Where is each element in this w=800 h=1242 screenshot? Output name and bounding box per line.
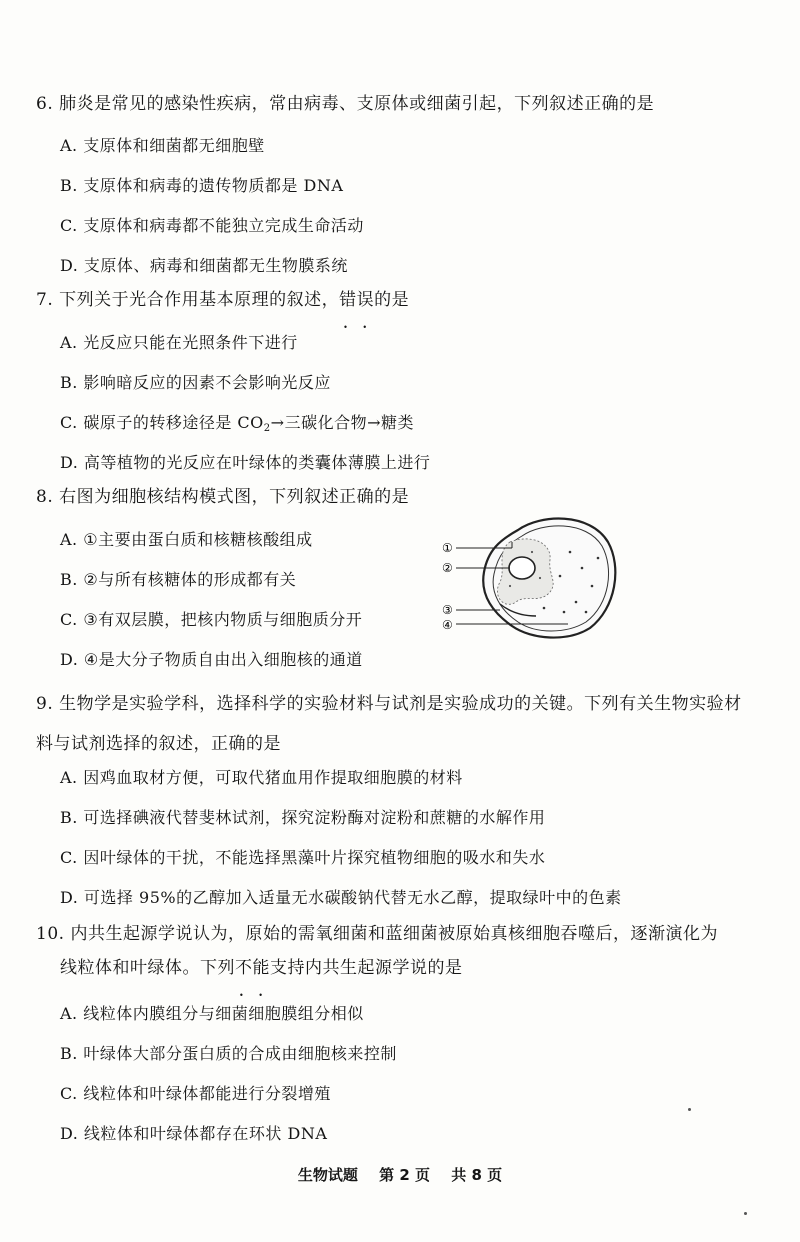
question-10-option-b: B. 叶绿体大部分蛋白质的合成由细胞核来控制 [60, 1044, 397, 1063]
question-7-option-b: B. 影响暗反应的因素不会影响光反应 [60, 373, 331, 392]
question-6-option-b: B. 支原体和病毒的遗传物质都是 DNA [60, 176, 344, 195]
question-7-stem-text: 7. 下列关于光合作用基本原理的叙述， [36, 290, 340, 310]
question-8-stem: 8. 右图为细胞核结构模式图，下列叙述正确的是 [36, 487, 410, 507]
nucleus-diagram-svg [440, 512, 620, 642]
question-8-option-c: C. ③有双层膜，把核内物质与细胞质分开 [60, 610, 363, 629]
figure-label-2: ② [442, 561, 453, 575]
question-6-option-d: D. 支原体、病毒和细菌都无生物膜系统 [60, 256, 348, 275]
figure-label-3: ③ [442, 603, 453, 617]
question-8-option-d: D. ④是大分子物质自由出入细胞核的通道 [60, 650, 363, 669]
question-7-option-c-text: C. 碳原子的转移途径是 CO [60, 413, 264, 432]
question-9-stem: 9. 生物学是实验学科，选择科学的实验材料与试剂是实验成功的关键。下列有关生物实验材料与试剂选择的叙述，正确的是 [36, 694, 742, 754]
question-10-stem-text: 线粒体和叶绿体。下列 [60, 958, 235, 978]
nucleus-structure-diagram [440, 512, 620, 642]
question-9-option-c: C. 因叶绿体的干扰，不能选择黑藻叶片探究植物细胞的吸水和失水 [60, 848, 546, 867]
figure-label-1: ① [442, 541, 453, 555]
footer-page-number: 第 2 页 [379, 1166, 430, 1184]
question-7-option-c [60, 413, 414, 439]
co2-subscript: 2 [263, 423, 271, 434]
question-10-emphasis: 不能 • • [235, 948, 270, 988]
scan-speck [744, 1212, 747, 1215]
question-7-option-a: A. 光反应只能在光照条件下进行 [60, 333, 298, 352]
question-10-option-c: C. 线粒体和叶绿体都能进行分裂增殖 [60, 1084, 331, 1103]
question-10-stem-tail: 支持内共生起源学说的是 [270, 958, 463, 978]
question-7-stem [36, 280, 756, 320]
question-8-option-b: B. ②与所有核糖体的形成都有关 [60, 570, 297, 589]
question-9-option-a: A. 因鸡血取材方便，可取代猪血用作提取细胞膜的材料 [60, 768, 463, 787]
footer-subject: 生物试题 [297, 1166, 358, 1184]
footer-total-pages: 共 8 页 [451, 1166, 503, 1184]
question-10-stem-line2 [60, 948, 780, 988]
question-10-option-a: A. 线粒体内膜组分与细菌细胞膜组分相似 [60, 1004, 364, 1023]
page-footer [0, 1164, 800, 1185]
question-9-option-d: D. 可选择 95%的乙醇加入适量无水碳酸钠代替无水乙醇，提取绿叶中的色素 [60, 888, 622, 907]
question-6-stem: 6. 肺炎是常见的感染性疾病，常由病毒、支原体或细菌引起，下列叙述正确的是 [36, 94, 655, 114]
scan-speck [688, 1108, 691, 1111]
nucleolus [509, 557, 535, 579]
question-7-option-c-tail: →三碳化合物→糖类 [270, 413, 414, 432]
question-8-option-a: A. ①主要由蛋白质和核糖核酸组成 [60, 530, 313, 549]
question-7-emphasis: 错误 • • [339, 280, 374, 320]
question-7-stem-tail: 的是 [374, 290, 410, 310]
question-9-option-b: B. 可选择碘液代替斐林试剂，探究淀粉酶对淀粉和蔗糖的水解作用 [60, 808, 546, 827]
question-6-option-c: C. 支原体和病毒都不能独立完成生命活动 [60, 216, 364, 235]
figure-label-4: ④ [442, 618, 453, 632]
question-6-option-a: A. 支原体和细菌都无细胞壁 [60, 136, 265, 155]
question-10-option-d: D. 线粒体和叶绿体都存在环状 DNA [60, 1124, 328, 1143]
question-10-stem-line1: 10. 内共生起源学说认为，原始的需氧细菌和蓝细菌被原始真核细胞吞噬后，逐渐演化为 [36, 924, 718, 944]
question-7-option-d: D. 高等植物的光反应在叶绿体的类囊体薄膜上进行 [60, 453, 431, 472]
